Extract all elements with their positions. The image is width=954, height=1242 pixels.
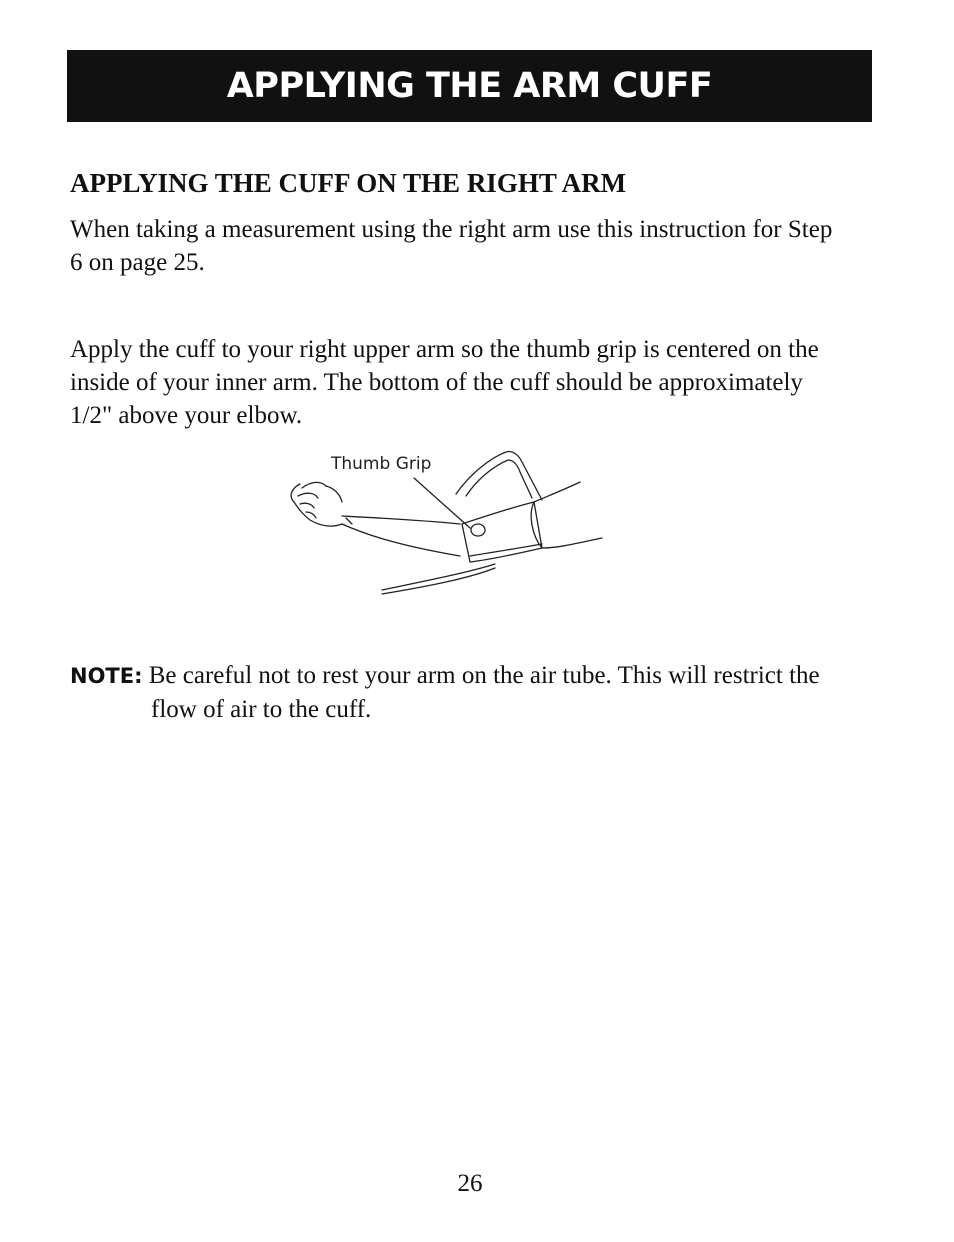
forearm-bottom bbox=[342, 524, 460, 556]
page-number: 26 bbox=[457, 1170, 483, 1197]
intro-paragraph: When taking a measurement using the right arm use this instruction for Step 6 on page 25. bbox=[70, 216, 833, 276]
arm-cuff-illustration bbox=[280, 444, 610, 599]
section-heading: APPLYING THE CUFF ON THE RIGHT ARM bbox=[70, 168, 627, 198]
upper-arm-top bbox=[534, 482, 580, 502]
forearm-top bbox=[342, 516, 460, 524]
thumb-grip-label: Thumb Grip bbox=[331, 454, 432, 474]
thumb-grip bbox=[471, 524, 485, 536]
note-paragraph bbox=[70, 659, 870, 726]
thumb-outline bbox=[326, 486, 342, 502]
page-title: APPLYING THE ARM CUFF bbox=[226, 66, 713, 106]
note-text: Be careful not to rest your arm on the air tube. This will restrict the flow of air to the cuff. bbox=[148, 662, 820, 723]
air-tube bbox=[382, 564, 495, 590]
cuff-strap-inner bbox=[466, 460, 532, 498]
upper-arm-bottom bbox=[542, 538, 602, 548]
cuff-body bbox=[462, 502, 542, 562]
title-banner bbox=[67, 50, 872, 122]
note-label: NOTE: bbox=[70, 664, 143, 688]
instructions-paragraph: Apply the cuff to your right upper arm so the thumb grip is centered on the inside of your inner arm. The bottom of the cuff should be approximately 1/2" above your elbow. bbox=[70, 336, 819, 429]
wrist-crease bbox=[346, 518, 352, 524]
air-tube-edge bbox=[382, 568, 495, 594]
